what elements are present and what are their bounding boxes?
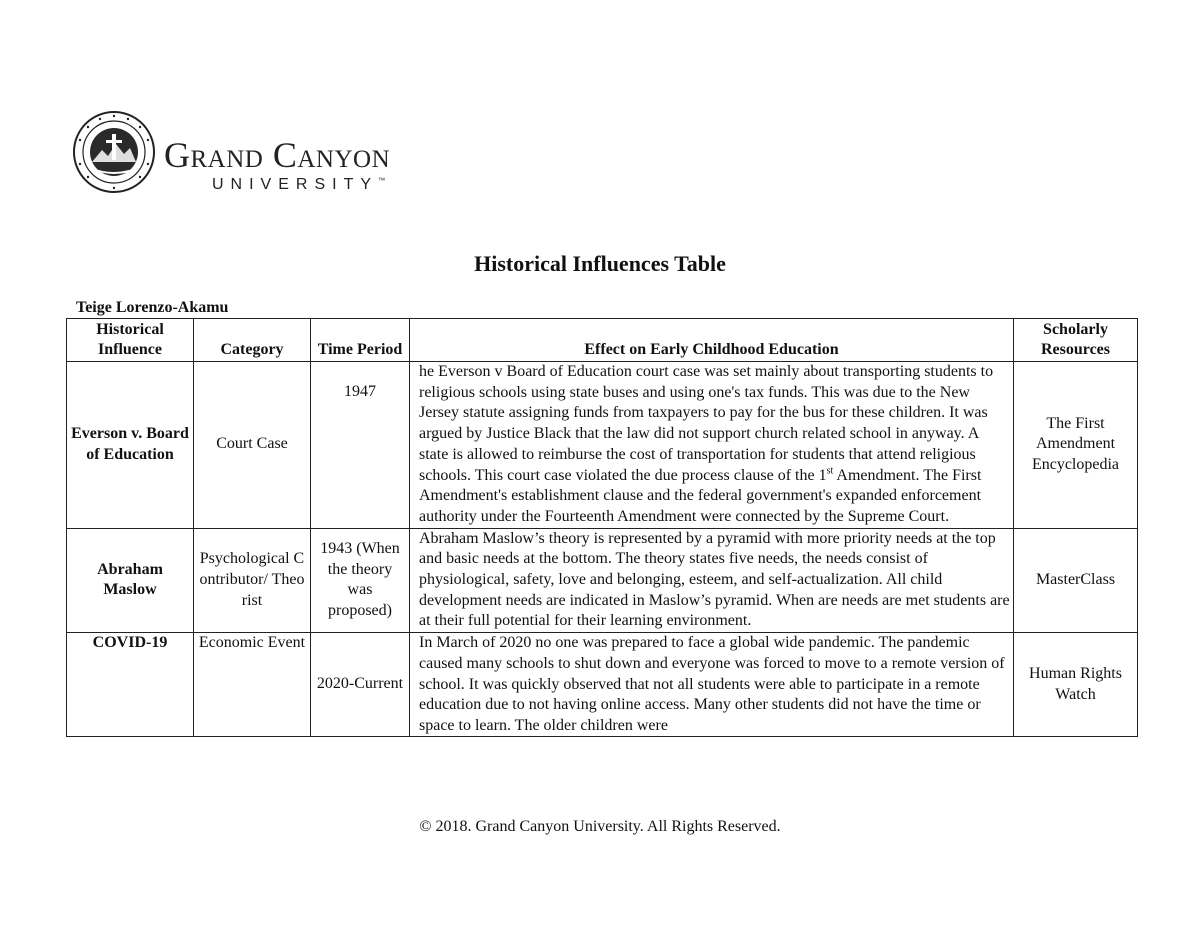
cell-influence: Abraham Maslow: [67, 528, 194, 633]
header-effect: Effect on Early Childhood Education: [410, 319, 1014, 362]
cell-scholarly-resources: MasterClass: [1014, 528, 1138, 633]
ordinal-suffix: st: [826, 465, 834, 477]
table-row: [67, 362, 1138, 529]
document-title: Historical Influences Table: [474, 251, 726, 276]
cell-scholarly-resources: The First Amendment Encyclopedia: [1014, 362, 1138, 529]
cell-category: Psychological Contributor/ Theorist: [194, 528, 311, 633]
logo-subtitle: [212, 176, 385, 194]
university-logo: [72, 110, 452, 200]
table-header-row: [67, 319, 1138, 362]
cell-time-period: 2020-Current: [311, 633, 410, 737]
table-row: [67, 528, 1138, 633]
header-scholarly-resources: Scholarly Resources: [1014, 319, 1138, 362]
header-category: Category: [194, 319, 311, 362]
copyright-footer: © 2018. Grand Canyon University. All Rights Reserved.: [419, 818, 781, 835]
author-name: Teige Lorenzo-Akamu: [76, 299, 229, 316]
historical-influences-table: [66, 318, 1138, 737]
logo-wordmark: Grand Canyon: [164, 135, 391, 175]
cell-scholarly-resources: Human Rights Watch: [1014, 633, 1138, 737]
cell-effect: [410, 362, 1014, 529]
cell-influence: COVID-19: [67, 633, 194, 737]
cell-effect: [410, 633, 1014, 737]
cell-category: Court Case: [194, 362, 311, 529]
logo-subtitle-text: UNIVERSITY: [212, 176, 379, 193]
trademark-mark: ™: [378, 177, 386, 185]
cell-time-period: 1947: [311, 362, 410, 529]
header-time-period: Time Period: [311, 319, 410, 362]
effect-text-part-2: Amendment. The First Amendment's establishment clause and the federal government's expanded enforcement authority under the Fourteenth Amendment were connected by the Supreme Court.: [419, 466, 982, 525]
cell-category: Economic Event: [194, 633, 311, 737]
university-seal-icon: [72, 110, 156, 194]
cell-time-period: 1943 (When the theory was proposed): [311, 528, 410, 633]
header-historical-influence: Historical Influence: [67, 319, 194, 362]
effect-text-part-1: he Everson v Board of Education court case was set mainly about transporting students to religious schools using state buses and using one's tax funds. This was due to the New Jersey statute assigning funds from taxpayers to pay for the bus for these children. It was argued by Justice Black that the law did not support church related school in anyway. A state is allowed to reimburse the cost of transportation for students that attend religious schools. This court case violated the due process clause of the 1: [419, 363, 994, 484]
cell-influence: Everson v. Board of Education: [67, 362, 194, 529]
table-row: [67, 633, 1138, 737]
effect-text: In March of 2020 no one was prepared to face a global wide pandemic. The pandemic caused many schools to shut down and everyone was forced to move to a remote version of school. It was quickly observed that not all students were able to participate in a remote education due to not having online access. Many other students did not have the time or space to learn. The older children were: [419, 634, 1005, 734]
cell-effect: Abraham Maslow’s theory is represented by a pyramid with more priority needs at the top and basic needs at the bottom. The theory states five needs, the needs consist of physiological, safety, love and belonging, esteem, and self-actualization. All child development needs are indicated in Maslow’s pyramid. When are needs are met students are at their full potential for their learning environment.: [410, 528, 1014, 633]
